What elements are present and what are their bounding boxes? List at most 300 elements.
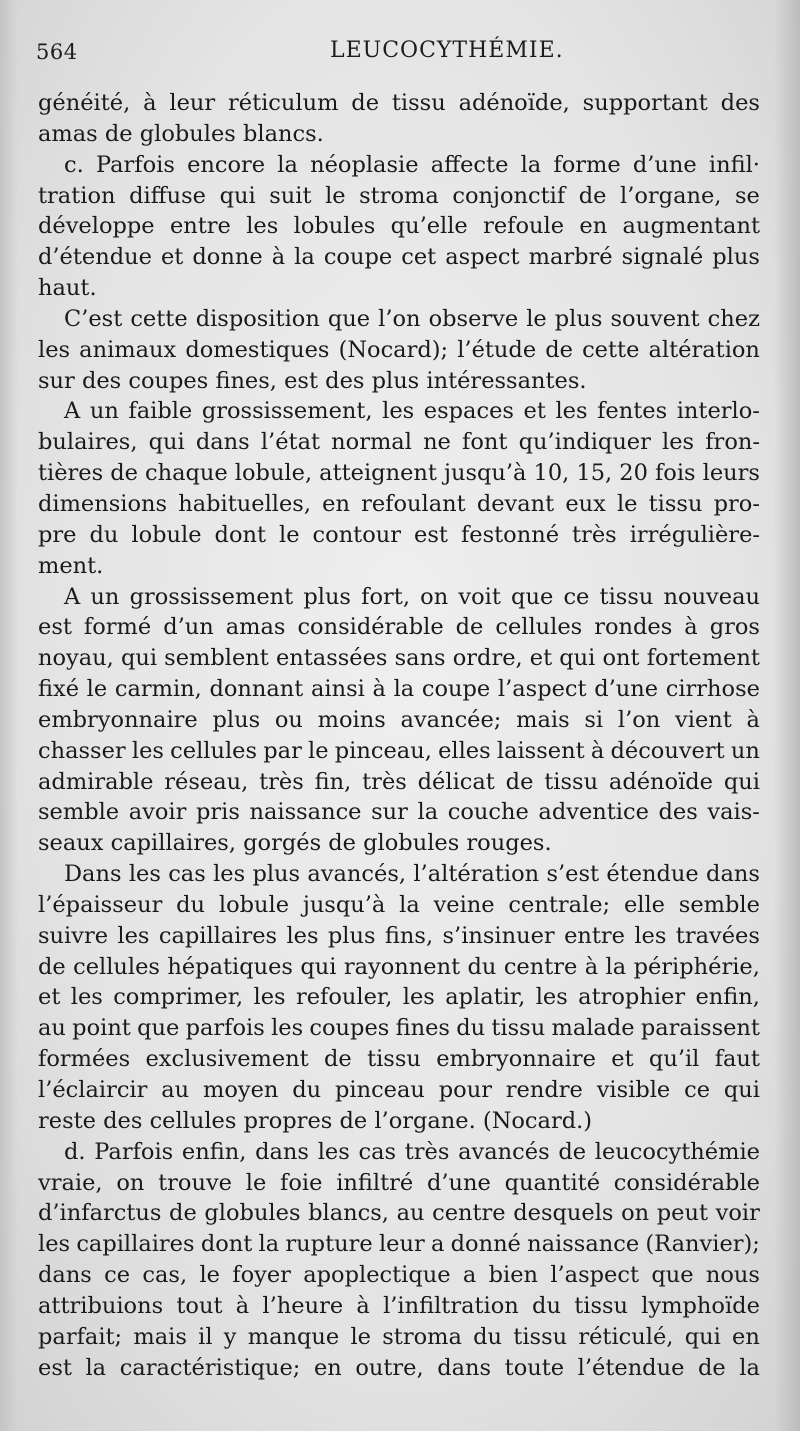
text-word: encore bbox=[187, 151, 266, 178]
text-word: centre bbox=[432, 1200, 506, 1227]
text-word: supportant bbox=[582, 90, 708, 116]
text-word: gorgés bbox=[243, 830, 329, 857]
text-word: fron- bbox=[705, 429, 760, 456]
text-word: animaux bbox=[79, 336, 177, 363]
text-word: le bbox=[616, 490, 638, 517]
text-word: manque bbox=[247, 1323, 340, 1350]
text-word: rayonnent bbox=[343, 953, 461, 980]
text-word: considérable bbox=[613, 1169, 760, 1196]
text-word: et bbox=[160, 244, 184, 271]
page-shadow-left bbox=[0, 0, 18, 1431]
running-head: LEUCOCYTHÉMIE. bbox=[330, 38, 564, 63]
text-word: espaces bbox=[423, 398, 514, 425]
text-word: leucocythémie bbox=[594, 1138, 760, 1165]
text-word: découvert bbox=[610, 737, 725, 764]
text-line bbox=[38, 211, 760, 242]
text-word: noyau, bbox=[38, 645, 114, 672]
text-word: sur bbox=[38, 367, 82, 394]
text-word: lobules bbox=[293, 213, 376, 240]
text-word: chasser bbox=[38, 737, 126, 764]
text-word: la bbox=[739, 1354, 760, 1381]
text-word: haut. bbox=[38, 275, 97, 302]
text-word: les bbox=[246, 213, 279, 240]
text-word: refoule bbox=[483, 213, 565, 240]
text-word: à bbox=[235, 1292, 250, 1319]
text-word: néoplasie bbox=[310, 151, 419, 178]
text-word: des bbox=[103, 1107, 150, 1134]
text-word: s’est bbox=[546, 861, 600, 888]
text-word: grossissement, bbox=[201, 398, 373, 425]
text-word: plus bbox=[554, 305, 603, 332]
text-word: du bbox=[467, 953, 497, 980]
text-word: la bbox=[417, 799, 439, 826]
text-word: hépatiques bbox=[167, 953, 293, 980]
body-text bbox=[38, 88, 760, 1383]
text-word: plus bbox=[303, 583, 351, 610]
text-word: très bbox=[572, 521, 617, 548]
text-word: entre bbox=[564, 922, 625, 949]
text-word: du bbox=[532, 1292, 561, 1319]
text-word: qui bbox=[219, 182, 256, 209]
text-word: faible bbox=[128, 398, 193, 425]
text-word: 15, bbox=[576, 460, 613, 487]
text-word: un bbox=[730, 737, 760, 764]
text-word: toute bbox=[504, 1354, 565, 1381]
page-header bbox=[36, 36, 760, 76]
text-line bbox=[38, 1168, 760, 1199]
text-word: suivre bbox=[38, 922, 109, 949]
text-word: à bbox=[684, 614, 698, 641]
text-word: les bbox=[70, 984, 103, 1011]
text-word: les bbox=[213, 861, 246, 888]
text-word: ce bbox=[684, 1077, 711, 1103]
text-word: le bbox=[308, 737, 329, 764]
text-word: amas bbox=[225, 614, 286, 641]
text-word: les bbox=[535, 984, 568, 1011]
text-word: le bbox=[325, 182, 346, 209]
text-word: voir bbox=[715, 1200, 760, 1227]
text-word: peut bbox=[656, 1200, 709, 1227]
text-word: observe bbox=[428, 305, 519, 332]
text-word: les bbox=[271, 1015, 304, 1042]
text-word: C’est bbox=[64, 305, 123, 332]
text-word: ont bbox=[602, 645, 640, 672]
text-word: tissu bbox=[544, 768, 599, 795]
text-word: de bbox=[38, 953, 66, 980]
text-word: tissu bbox=[367, 1046, 421, 1073]
text-word: bien bbox=[488, 1262, 539, 1289]
text-word: tissu bbox=[513, 1323, 568, 1350]
text-word: se bbox=[735, 182, 760, 209]
text-word: refouler, bbox=[295, 984, 393, 1011]
text-word: donné bbox=[450, 1231, 521, 1258]
text-word: y bbox=[223, 1323, 237, 1350]
text-word: reste bbox=[38, 1107, 104, 1134]
text-word: en bbox=[579, 213, 608, 240]
text-word: de bbox=[110, 460, 138, 487]
text-word: fins, bbox=[384, 922, 434, 949]
text-word: on bbox=[420, 583, 449, 610]
text-word: qui bbox=[684, 1323, 721, 1350]
text-word: desquels bbox=[513, 1200, 614, 1227]
text-word: que bbox=[327, 305, 371, 332]
text-word: les bbox=[286, 922, 319, 949]
text-word: cet bbox=[401, 244, 437, 271]
text-word: coupes bbox=[128, 367, 216, 394]
text-word: dans bbox=[38, 1262, 92, 1289]
text-word: des bbox=[658, 799, 698, 826]
text-word: les bbox=[117, 922, 150, 949]
text-line bbox=[38, 767, 760, 798]
text-word: avancée; bbox=[400, 706, 502, 733]
text-word: naissance bbox=[527, 1231, 640, 1258]
text-word: la bbox=[605, 953, 627, 980]
text-line bbox=[38, 612, 760, 643]
text-word: l’organe. bbox=[374, 1107, 483, 1134]
text-word: les bbox=[38, 1231, 71, 1258]
text-word: donne bbox=[192, 244, 263, 271]
text-word: très bbox=[362, 768, 407, 795]
text-word: affecte bbox=[430, 151, 509, 178]
text-line bbox=[38, 643, 760, 674]
text-word: il bbox=[198, 1323, 213, 1350]
text-line bbox=[38, 921, 760, 952]
text-line bbox=[38, 551, 760, 582]
text-line bbox=[38, 1198, 760, 1229]
text-word: d’un bbox=[163, 614, 214, 641]
text-word: l’on bbox=[617, 706, 661, 733]
text-line bbox=[38, 1229, 760, 1260]
text-word: l’infiltration bbox=[383, 1292, 519, 1319]
text-line bbox=[38, 736, 760, 767]
text-word: dont bbox=[214, 521, 267, 548]
text-line bbox=[38, 797, 760, 828]
text-word: tissu bbox=[391, 90, 446, 116]
text-word: pris bbox=[195, 799, 240, 826]
text-word: couche bbox=[447, 799, 529, 826]
text-word: apoplectique bbox=[303, 1262, 451, 1289]
text-word: et bbox=[529, 645, 553, 672]
text-line bbox=[38, 88, 760, 119]
text-word: à bbox=[372, 676, 386, 703]
text-word: du bbox=[89, 521, 119, 548]
text-word: (Nocard.) bbox=[482, 1107, 593, 1134]
text-word: refoulant bbox=[361, 490, 466, 517]
text-word: l’étude bbox=[457, 336, 537, 363]
text-word: leurs bbox=[702, 460, 760, 487]
text-word: capillaires bbox=[158, 922, 278, 949]
text-word: cette bbox=[130, 305, 188, 332]
text-word: nous bbox=[705, 1262, 760, 1289]
text-word: ainsi bbox=[311, 676, 365, 703]
text-word: formées bbox=[38, 1046, 131, 1073]
text-word: d’une bbox=[632, 151, 697, 178]
text-word: semble bbox=[38, 799, 120, 826]
page-number: 564 bbox=[36, 40, 78, 64]
text-word: ou bbox=[274, 706, 303, 733]
text-word: de bbox=[169, 1200, 197, 1227]
text-word: l’étendue bbox=[577, 1354, 685, 1381]
text-word: cellules bbox=[170, 737, 258, 764]
text-word: du bbox=[176, 891, 206, 918]
text-word: souvent bbox=[610, 305, 700, 332]
text-line bbox=[38, 489, 760, 520]
text-word: dans bbox=[195, 429, 250, 456]
text-line bbox=[38, 1260, 760, 1291]
text-word: pro- bbox=[713, 490, 760, 517]
text-word: caractéristique; bbox=[119, 1354, 301, 1381]
text-word: habituelles, bbox=[178, 490, 311, 517]
text-word: à bbox=[746, 706, 760, 733]
text-word: en bbox=[732, 1323, 760, 1350]
text-word: faut bbox=[714, 1046, 760, 1073]
text-word: pinceau bbox=[334, 1077, 425, 1103]
text-word: développe bbox=[38, 213, 155, 240]
text-word: les bbox=[131, 737, 164, 764]
text-line bbox=[38, 458, 760, 489]
text-word: formé bbox=[83, 614, 152, 641]
text-word: sans bbox=[394, 645, 446, 672]
text-word: le bbox=[245, 1169, 267, 1196]
text-word: augmentant bbox=[622, 213, 760, 240]
text-word: centre bbox=[503, 953, 578, 980]
text-word: cas, bbox=[142, 1262, 188, 1289]
text-word: on bbox=[621, 1200, 650, 1227]
text-word: tration bbox=[38, 182, 116, 209]
text-word: irrégulière- bbox=[629, 521, 760, 548]
text-word: festonné bbox=[460, 521, 560, 548]
text-word: stroma bbox=[359, 182, 439, 209]
text-word: par bbox=[263, 737, 302, 764]
text-word: généité, bbox=[38, 90, 131, 116]
text-word: naissance bbox=[249, 799, 362, 826]
text-word: qui bbox=[723, 768, 760, 795]
text-word: de bbox=[455, 614, 484, 641]
text-word: le bbox=[199, 1262, 220, 1289]
text-word: qui bbox=[300, 953, 337, 980]
text-word: amas bbox=[38, 120, 105, 147]
text-word: dont bbox=[200, 1231, 253, 1258]
text-word: vient bbox=[675, 706, 732, 733]
text-word: A bbox=[64, 583, 81, 610]
text-word: réticulé, bbox=[578, 1323, 674, 1350]
text-word: tissu bbox=[574, 1292, 629, 1319]
text-word: moyen bbox=[202, 1077, 279, 1103]
text-word: parfait; bbox=[38, 1323, 123, 1350]
text-word: plus bbox=[212, 706, 261, 733]
text-word: marbré bbox=[528, 244, 613, 271]
text-word: disposition bbox=[195, 305, 320, 332]
text-line bbox=[38, 582, 760, 613]
text-word: exclusivement bbox=[145, 1046, 309, 1073]
text-word: leur bbox=[378, 1231, 425, 1258]
text-line bbox=[38, 520, 760, 551]
text-word: Parfois bbox=[94, 1138, 174, 1165]
text-word: dans bbox=[706, 861, 760, 888]
text-line bbox=[38, 1137, 760, 1168]
text-line bbox=[38, 705, 760, 736]
text-word: paraissent bbox=[640, 1015, 760, 1042]
text-word: admirable bbox=[38, 768, 154, 795]
text-word: lobule bbox=[218, 891, 290, 918]
text-word: la bbox=[399, 891, 420, 918]
text-word: sur bbox=[371, 799, 408, 826]
text-word: périphérie, bbox=[633, 953, 760, 980]
text-word: le bbox=[86, 676, 108, 703]
text-word: l’épaisseur bbox=[38, 891, 163, 918]
text-line bbox=[38, 396, 760, 427]
text-word: que bbox=[651, 1262, 694, 1289]
text-word: des bbox=[720, 90, 760, 116]
text-word: et bbox=[523, 398, 546, 425]
text-word: au bbox=[396, 1200, 425, 1227]
text-word: les bbox=[38, 336, 71, 363]
text-line bbox=[38, 859, 760, 890]
text-word: bulaires, bbox=[38, 429, 138, 456]
text-word: est bbox=[414, 521, 448, 548]
text-word: suit bbox=[269, 182, 312, 209]
text-word: du bbox=[456, 1015, 486, 1042]
text-word: pour bbox=[438, 1077, 492, 1103]
text-word: cirrhose bbox=[665, 676, 760, 703]
text-word: c. bbox=[64, 151, 84, 178]
text-word: altération bbox=[648, 336, 760, 363]
text-word: les bbox=[382, 398, 415, 425]
text-line bbox=[38, 181, 760, 212]
text-word: attribuions bbox=[38, 1292, 164, 1319]
text-word: embryonnaire bbox=[38, 706, 198, 733]
text-word: qu’elle bbox=[390, 213, 468, 240]
text-word: délicat bbox=[417, 768, 495, 795]
text-word: coupe bbox=[323, 244, 393, 271]
text-word: rouges. bbox=[466, 830, 552, 857]
text-word: très bbox=[404, 1138, 450, 1165]
text-word: le bbox=[350, 1323, 371, 1350]
text-word: tières bbox=[38, 460, 104, 487]
text-word: pre bbox=[38, 521, 77, 548]
text-word: les bbox=[634, 922, 667, 949]
text-word: contour bbox=[312, 521, 402, 548]
text-word: dans bbox=[255, 1138, 309, 1165]
text-word: intéressantes. bbox=[426, 367, 587, 394]
text-word: tissu bbox=[648, 490, 703, 517]
text-word: de bbox=[324, 1046, 352, 1073]
text-word: les bbox=[555, 398, 588, 425]
text-word: rendre bbox=[505, 1077, 583, 1103]
text-line bbox=[38, 335, 760, 366]
text-word: domestiques bbox=[185, 336, 330, 363]
text-word: cellules bbox=[73, 953, 160, 980]
text-word: jusqu’à bbox=[444, 460, 527, 487]
text-word: d’étendue bbox=[38, 244, 152, 271]
text-word: ce bbox=[563, 583, 590, 610]
text-word: qui bbox=[120, 645, 158, 672]
text-word: les bbox=[317, 1138, 350, 1165]
text-word: si bbox=[584, 706, 604, 733]
text-word: au bbox=[38, 1015, 66, 1042]
text-word: point bbox=[72, 1015, 131, 1042]
text-word: ce bbox=[104, 1262, 131, 1289]
text-word: le bbox=[279, 521, 300, 548]
text-word: la bbox=[277, 151, 298, 178]
text-word: propres bbox=[243, 1107, 340, 1134]
text-word: est bbox=[38, 1354, 72, 1381]
text-word: leur bbox=[169, 90, 216, 116]
text-word: d. bbox=[64, 1138, 86, 1165]
text-word: normal bbox=[331, 429, 412, 456]
text-word: parfois bbox=[185, 1015, 265, 1042]
text-word: font bbox=[462, 429, 508, 456]
text-word: l’aspect bbox=[550, 1262, 639, 1289]
text-word: 20 bbox=[619, 460, 648, 487]
text-line bbox=[38, 119, 760, 150]
text-word: a bbox=[430, 1231, 445, 1258]
text-word: ne bbox=[423, 429, 451, 456]
text-word: A bbox=[64, 398, 81, 425]
text-word: infiltré bbox=[336, 1169, 414, 1196]
text-word: adénoïde, bbox=[458, 90, 570, 116]
text-word: enfin, bbox=[695, 984, 760, 1011]
text-word: chez bbox=[707, 305, 760, 332]
text-word: la bbox=[294, 244, 315, 271]
text-word: atrophier bbox=[578, 984, 686, 1011]
text-word: veine bbox=[433, 891, 495, 918]
text-word: 10, bbox=[533, 460, 570, 487]
text-word: fentes bbox=[597, 398, 668, 425]
text-line bbox=[38, 1322, 760, 1353]
text-word: nouveau bbox=[663, 583, 760, 610]
text-word: elle bbox=[623, 891, 665, 918]
text-word: fois bbox=[654, 460, 696, 487]
text-word: globules bbox=[139, 120, 243, 147]
text-word: mais bbox=[133, 1323, 187, 1350]
text-word: le bbox=[526, 305, 547, 332]
text-line bbox=[38, 952, 760, 983]
text-word: de bbox=[545, 336, 573, 363]
text-word: fortement bbox=[646, 645, 760, 672]
text-word: diffuse bbox=[129, 182, 206, 209]
text-line bbox=[38, 890, 760, 921]
text-line bbox=[38, 366, 760, 397]
text-word: lymphoïde bbox=[641, 1292, 760, 1319]
text-word: forme bbox=[553, 151, 621, 178]
text-word: au bbox=[161, 1077, 190, 1103]
text-word: considérable bbox=[297, 614, 444, 641]
text-word: d’infarctus bbox=[38, 1200, 162, 1227]
text-word: qu’il bbox=[648, 1046, 700, 1073]
text-word: fines bbox=[395, 1015, 450, 1042]
text-word: rupture bbox=[285, 1231, 373, 1258]
text-word: de bbox=[558, 1138, 587, 1165]
text-word: plus bbox=[252, 861, 301, 888]
text-word: capillaires bbox=[76, 1231, 195, 1258]
text-word: qui bbox=[723, 1077, 760, 1103]
text-word: très bbox=[259, 768, 304, 795]
text-word: a bbox=[462, 1262, 477, 1289]
text-word: un bbox=[89, 398, 119, 425]
text-word: tissu bbox=[491, 1015, 546, 1042]
text-word: Dans bbox=[64, 861, 122, 888]
text-word: capillaires, bbox=[110, 830, 244, 857]
text-word: ordre, bbox=[452, 645, 523, 672]
text-word: seaux bbox=[38, 830, 111, 857]
text-word: à bbox=[143, 90, 157, 116]
text-word: en bbox=[322, 490, 350, 517]
text-word: réticulum bbox=[228, 90, 339, 116]
text-word: comprimer, bbox=[113, 984, 244, 1011]
text-word: à bbox=[590, 737, 605, 764]
text-word: l’heure bbox=[262, 1292, 344, 1319]
